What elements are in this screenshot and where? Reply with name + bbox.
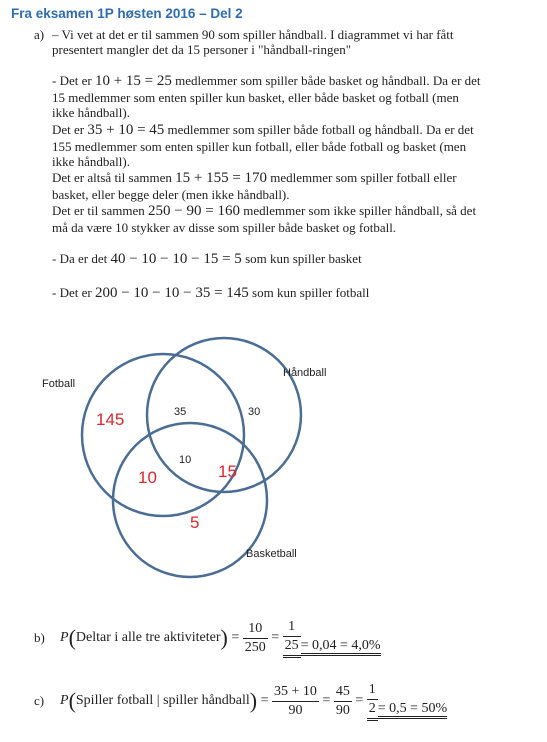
part-c-fraction-3 [367, 681, 378, 721]
part-b-equation: b) P ( Deltar i alle tre aktiviteter ) = $\frac{10}{250}$ = $\frac{1}{25}$ = 0,04 = 4,0% [34, 618, 381, 658]
p6-math: 200 − 10 − 10 − 35 = 145 [94, 285, 249, 301]
part-b-fraction-2 [283, 618, 301, 658]
part-c-f2-den: 90 [335, 702, 350, 718]
part-a-intro-1: – Vi vet at det er til sammen 90 som spiller håndball. I diagrammet vi har fått [52, 27, 454, 42]
part-b-f1-den: 250 [244, 639, 266, 655]
value-center: 10 [179, 454, 192, 466]
p1-post: medlemmer som spiller både basket og håndball. Da er det [175, 73, 481, 88]
value-only-basket: 5 [190, 513, 200, 532]
p5-math: 40 − 10 − 10 − 15 = 5 [110, 251, 242, 267]
p1-math: 10 + 15 = 25 [94, 73, 172, 89]
value-only-handball: 30 [248, 406, 261, 418]
part-a-paragraph-3 [52, 170, 532, 202]
part-c-label: c) [34, 693, 45, 708]
p3-pre: Det er altså til sammen [52, 170, 172, 185]
part-c-fraction-1 [272, 683, 319, 720]
p1-line-2: 15 medlemmer som enten spiller kun basket, eller både basket og fotball (men [52, 89, 459, 105]
venn-diagram [0, 320, 547, 610]
p2-math: 35 + 10 = 45 [87, 122, 165, 138]
p4-pre: Det er til sammen [52, 203, 145, 218]
part-c-f3-den: 2 [367, 700, 378, 721]
part-c-f3-num: 1 [367, 681, 378, 700]
p3-post: medlemmer som spiller fotball eller [270, 170, 457, 185]
part-b-p: P [60, 630, 69, 645]
value-only-fotball: 145 [96, 410, 125, 429]
part-a-paragraph-5 [52, 251, 532, 268]
p4-math: 250 − 90 = 160 [148, 203, 240, 219]
p4-line-2: må da være 10 stykker av disse som spiller både basket og fotball. [52, 219, 397, 235]
page-title: Fra eksamen 1P høsten 2016 – Del 2 [11, 6, 243, 21]
part-c-p: P [60, 693, 69, 708]
p2-line-3: ikke håndball). [52, 154, 130, 169]
p3-line-2: basket, eller begge deler (men ikke håndball). [52, 186, 290, 202]
value-handball-basket: 15 [218, 462, 237, 481]
p5-post: som kun spiller basket [245, 251, 362, 266]
part-b-f2-num: 1 [283, 618, 301, 637]
part-b-f2-den: 25 [283, 637, 301, 658]
part-c-fraction-2 [334, 683, 352, 720]
part-c-f1-num: 35 + 10 [272, 683, 319, 702]
p3-math: 15 + 155 = 170 [175, 170, 268, 186]
part-b-event: Deltar i alle tre aktiviteter [75, 630, 221, 645]
basketball-circle [113, 423, 267, 577]
part-a-intro-2: presentert mangler det da 15 personer i "håndball-ringen" [52, 42, 352, 57]
label-handball: Håndball [283, 367, 327, 379]
part-c-equation: c) P ( Spiller fotball | spiller håndball ) = $\frac{35 + 10}{90}$ = $\frac{45}{90}$ = $\frac{1}{2}$ = 0,5 = 50% [34, 681, 447, 721]
p4-post: medlemmer som ikke spiller håndball, så det [243, 203, 477, 218]
part-b-result: = 0,04 = 4,0% [301, 639, 381, 656]
part-a-paragraph-1 [52, 73, 532, 121]
p1-line-3: ikke håndball). [52, 105, 130, 120]
p5-pre: - Da er det [52, 251, 108, 266]
part-a-paragraph-2 [52, 122, 532, 170]
part-b-f1-num: 10 [243, 620, 268, 639]
p1-pre: - Det er [52, 73, 92, 88]
p6-post: som kun spiller fotball [252, 285, 370, 300]
part-c-f1-den: 90 [288, 702, 303, 718]
part-a-label: a) [34, 27, 45, 42]
part-a-paragraph-4 [52, 203, 532, 235]
p2-pre: Det er [52, 122, 85, 137]
p6-pre: - Det er [52, 285, 92, 300]
part-c-event: Spiller fotball | spiller håndball [75, 693, 250, 708]
part-b-fraction-1 [243, 620, 268, 657]
value-fotball-basket: 10 [138, 468, 157, 487]
label-fotball: Fotball [42, 378, 76, 390]
p2-line-2: 155 medlemmer som enten spiller kun fotball, eller både fotball og basket (men [52, 138, 467, 154]
p2-post: medlemmer som spiller både fotball og håndball. Da er det [167, 122, 474, 137]
part-c-result: = 0,5 = 50% [378, 702, 447, 719]
part-a-paragraph-6 [52, 285, 532, 302]
part-c-f2-num: 45 [334, 683, 352, 702]
label-basketball: Basketball [246, 548, 297, 560]
part-b-label: b) [34, 630, 45, 645]
value-fotball-handball: 35 [174, 406, 187, 418]
